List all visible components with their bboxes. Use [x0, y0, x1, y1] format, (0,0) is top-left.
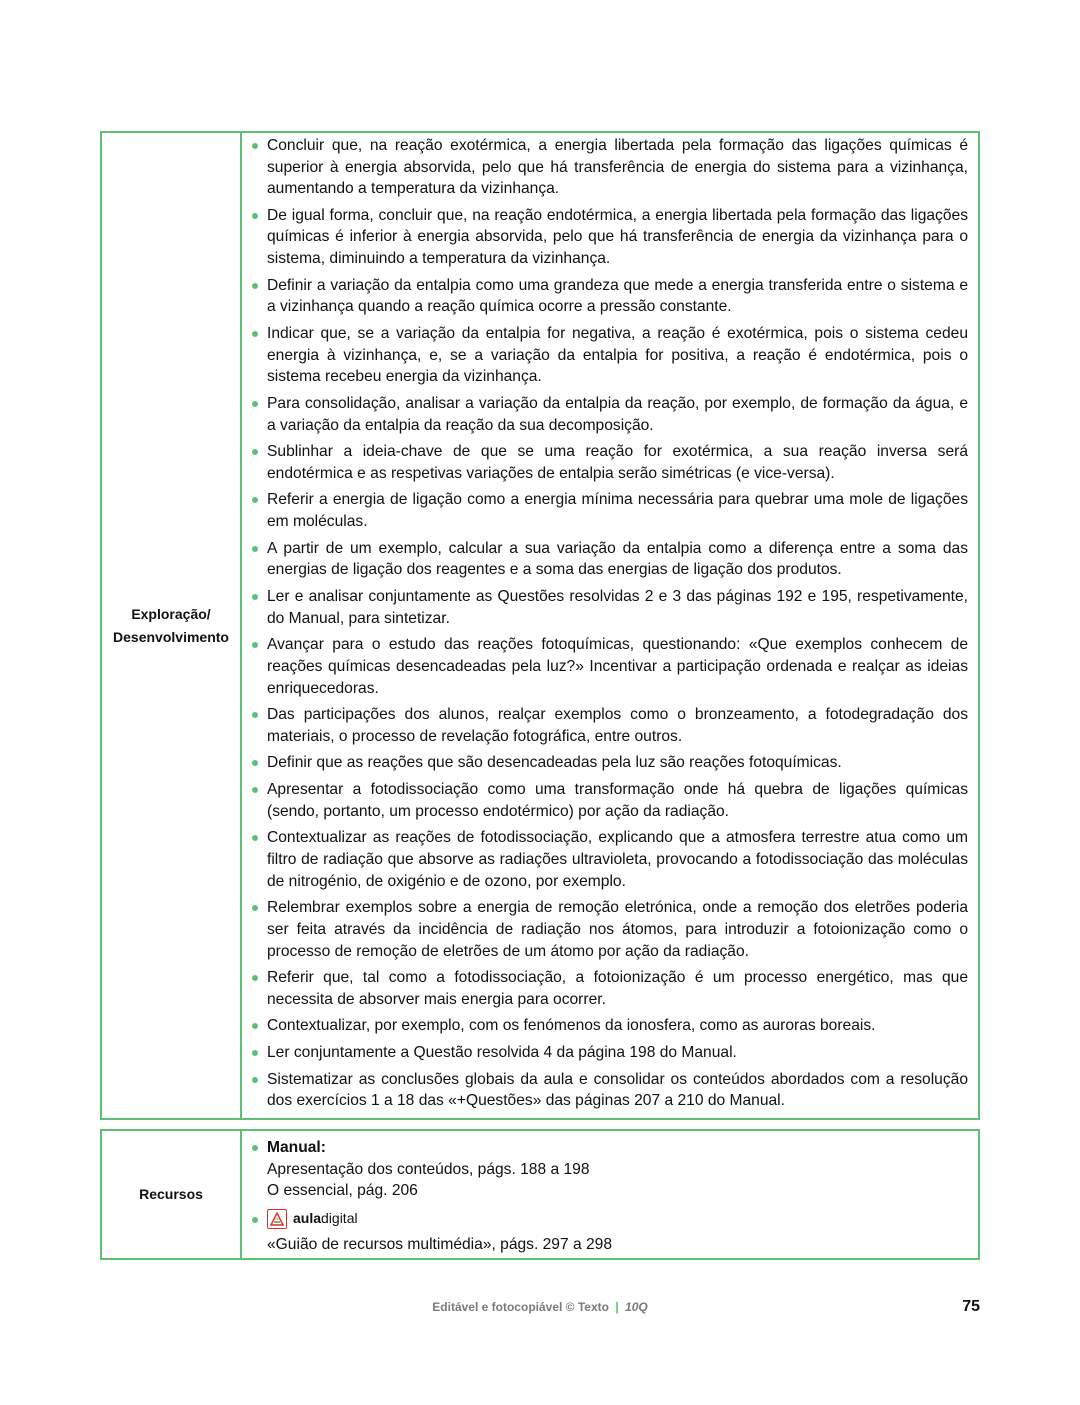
bullet-icon — [252, 787, 258, 793]
manual-line-2: O essencial, pág. 206 — [267, 1182, 418, 1200]
auladigital-line: «Guião de recursos multimédia», págs. 297 a 298 — [267, 1235, 613, 1253]
list-item: Contextualizar, por exemplo, com os fenómenos da ionosfera, como as auroras boreais. — [250, 1015, 968, 1037]
recursos-label: Recursos — [102, 1131, 242, 1258]
list-item: Sistematizar as conclusões globais da aula e consolidar os conteúdos abordados com a resolução dos exercícios 1 a 18 das «+Questões» das páginas 207 a 210 do Manual. — [250, 1069, 968, 1112]
list-item: Indicar que, se a variação da entalpia for negativa, a reação é exotérmica, pois o sistema cedeu energia à vizinhança, e, se a variação da entalpia for positiva, a reação é endotérmica, pois o sistema recebeu energia da vizinhança. — [250, 323, 968, 388]
page-footer — [0, 1300, 1080, 1314]
bullet-icon — [252, 594, 258, 600]
bullet-icon — [252, 975, 258, 981]
list-item: Concluir que, na reação exotérmica, a energia libertada pela formação das ligações químicas é superior à energia absorvida, pelo que há transferência de energia do sistema para a vizinhança, aumentando a temperatura da vizinhança. — [250, 135, 968, 200]
list-item: Relembrar exemplos sobre a energia de remoção eletrónica, onde a remoção dos eletrões poderia ser feita através da incidência de radiação nos átomos, para introduzir a fotoionização como o processo de remoção de eletrões de um átomo por ação da radiação. — [250, 897, 968, 962]
list-item: Para consolidação, analisar a variação da entalpia da reação, por exemplo, de formação da água, e a variação da entalpia da reação da sua decomposição. — [250, 393, 968, 436]
bullet-icon — [252, 760, 258, 766]
exploracao-table — [100, 131, 980, 1120]
list-item: Ler e analisar conjuntamente as Questões resolvidas 2 e 3 das páginas 192 e 195, respetivamente, do Manual, para sintetizar. — [250, 586, 968, 629]
bullet-icon — [252, 449, 258, 455]
list-item: Sublinhar a ideia-chave de que se uma reação for exotérmica, a sua reação inversa será endotérmica e as respetivas variações de entalpia serão simétricas (e vice-versa). — [250, 441, 968, 484]
list-item: Das participações dos alunos, realçar exemplos como o bronzeamento, a fotodegradação dos materiais, o processo de revelação fotográfica, entre outros. — [250, 704, 968, 747]
bullet-icon — [252, 642, 258, 648]
section-label-line2: Desenvolvimento — [113, 628, 229, 645]
list-item: Definir a variação da entalpia como uma grandeza que mede a energia transferida entre o sistema e a vizinhança quando a reação química ocorre a pressão constante. — [250, 275, 968, 318]
bullet-icon — [252, 401, 258, 407]
auladigital-wordmark: auladigital — [293, 1209, 358, 1226]
list-item-auladigital — [250, 1204, 968, 1256]
auladigital-logo-row — [267, 1204, 968, 1234]
list-item: Definir que as reações que são desencadeadas pela luz são reações fotoquímicas. — [250, 752, 968, 774]
footer-text: Editável e fotocopiável © Texto — [432, 1300, 609, 1314]
bullet-icon — [252, 905, 258, 911]
bullet-icon — [252, 1077, 258, 1083]
recursos-content — [242, 1131, 978, 1258]
auladigital-logo-icon — [267, 1209, 287, 1229]
list-item-manual — [250, 1137, 968, 1202]
bullet-icon — [252, 1217, 258, 1223]
list-item: Apresentar a fotodissociação como uma transformação onde há quebra de ligações químicas (sendo, portanto, um processo endotérmico) por ação da radiação. — [250, 779, 968, 822]
section-label-line1: Exploração/ — [131, 605, 211, 622]
list-item: Ler conjuntamente a Questão resolvida 4 da página 198 do Manual. — [250, 1042, 968, 1064]
list-item: Referir que, tal como a fotodissociação, a fotoionização é um processo energético, mas que necessita de absorver mais energia para ocorrer. — [250, 967, 968, 1010]
footer-separator: | — [615, 1300, 619, 1314]
bullet-icon — [252, 835, 258, 841]
manual-line-1: Apresentação dos conteúdos, págs. 188 a 198 — [267, 1160, 590, 1178]
list-item: De igual forma, concluir que, na reação endotérmica, a energia libertada pela formação das ligações químicas é inferior à energia absorvida, pelo que há transferência de energia da vizinhança para o sistema, diminuindo a temperatura da vizinhança. — [250, 205, 968, 270]
bullet-icon — [252, 213, 258, 219]
bullet-icon — [252, 331, 258, 337]
recursos-table — [100, 1129, 980, 1260]
bullet-icon — [252, 546, 258, 552]
footer-code: 10Q — [625, 1300, 648, 1314]
list-item: Contextualizar as reações de fotodissociação, explicando que a atmosfera terrestre atua como um filtro de radiação que absorve as radiações ultravioleta, provocando a fotodissociação das moléculas de nitrogénio, de oxigénio e de ozono, por exemplo. — [250, 827, 968, 892]
page-number: 75 — [962, 1298, 980, 1315]
list-item: A partir de um exemplo, calcular a sua variação da entalpia como a diferença entre a soma das energias de ligação dos reagentes e a soma das energias de ligação dos produtos. — [250, 538, 968, 581]
bullet-icon — [252, 1050, 258, 1056]
bullet-icon — [252, 712, 258, 718]
bullet-icon — [252, 283, 258, 289]
list-item: Referir a energia de ligação como a energia mínima necessária para quebrar uma mole de ligações em moléculas. — [250, 489, 968, 532]
section-content — [242, 133, 978, 1118]
bullet-icon — [252, 497, 258, 503]
bullet-icon — [252, 1145, 258, 1151]
list-item: Avançar para o estudo das reações fotoquímicas, questionando: «Que exemplos conhecem de reações químicas desencadeadas pela luz?» Incentivar a participação ordenada e realçar as ideias enriquecedoras. — [250, 634, 968, 699]
manual-title: Manual: — [267, 1139, 326, 1156]
section-label — [102, 133, 242, 1118]
bullet-icon — [252, 1023, 258, 1029]
bullet-icon — [252, 143, 258, 149]
